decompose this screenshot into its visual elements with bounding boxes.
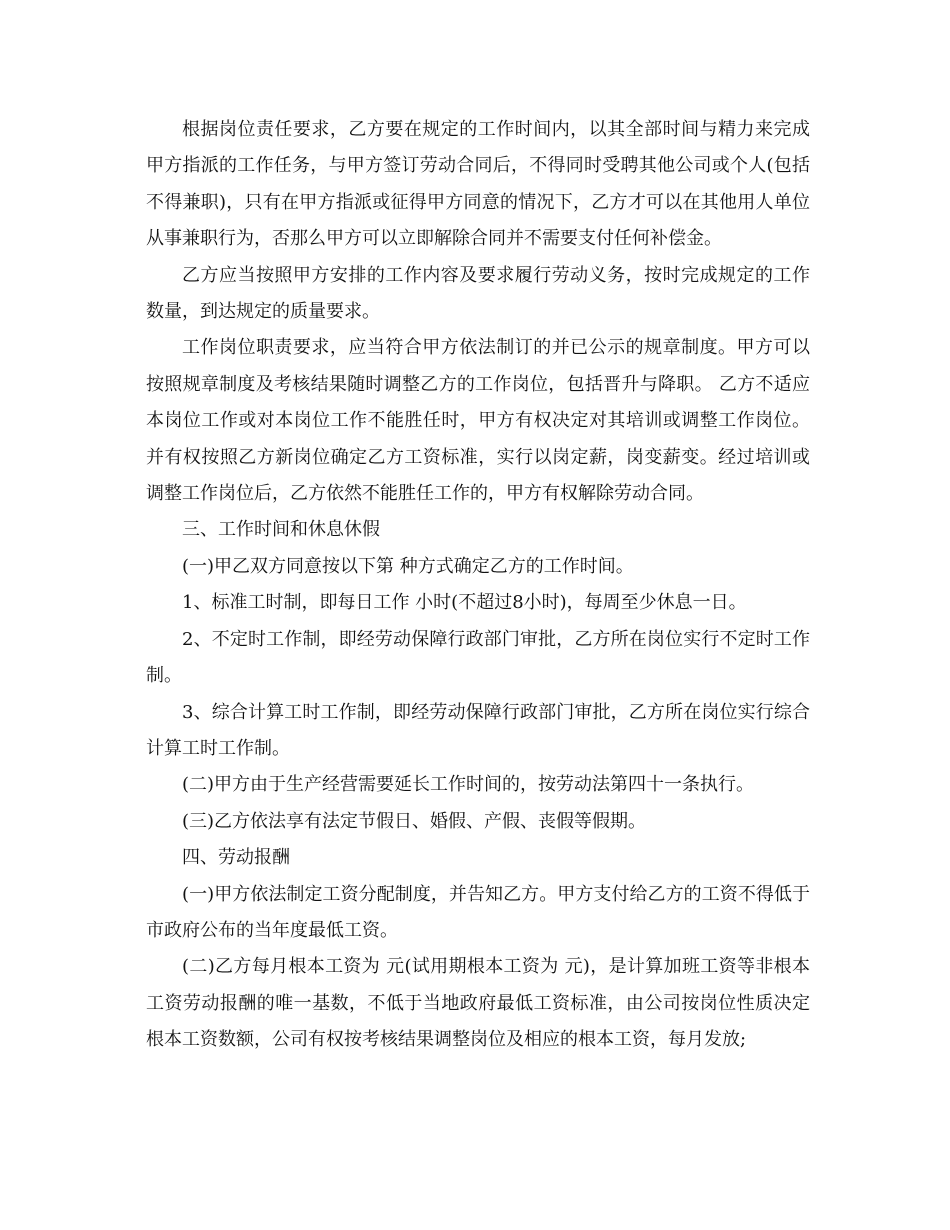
list-item-flexible-hours: 2、不定时工作制，即经劳动保障行政部门审批，乙方所在岗位实行不定时工作制。: [146, 628, 810, 687]
list-item-comprehensive-hours: 3、综合计算工时工作制，即经劳动保障行政部门审批，乙方所在岗位实行综合计算工时工作制。: [146, 701, 810, 759]
list-item-standard-hours: 1、标准工时制，即每日工作 小时(不超过8小时)，每周至少休息一日。: [182, 592, 747, 614]
paragraph-post-duties: 工作岗位职责要求，应当符合甲方依法制订的并已公示的规章制度。甲方可以按照规章制度及考核结果随时调整乙方的工作岗位，包括晋升与降职。 乙方不适应本岗位工作或对本岗位工作不能胜任时，甲方有权决定对其培训或调整工作岗位。并有权按照乙方新岗位确定乙方工资标准，实行以岗定薪，岗变薪变。经过培训或调整工作岗位后，乙方依然不能胜任工作的，甲方有权解除劳动合同。: [146, 337, 810, 505]
paragraph-holidays: (三)乙方依法享有法定节假日、婚假、产假、丧假等假期。: [182, 810, 647, 832]
document-page: [146, 112, 810, 1059]
paragraph-exclusive-duty: 根据岗位责任要求，乙方要在规定的工作时间内，以其全部时间与精力来完成甲方指派的工作任务，与甲方签订劳动合同后，不得同时受聘其他公司或个人(包括不得兼职)，只有在甲方指派或征得甲方同意的情况下，乙方才可以在其他用人单位从事兼职行为，否那么甲方可以立即解除合同并不需要支付任何补偿金。: [146, 119, 810, 250]
paragraph-base-wage: (二)乙方每月根本工资为 元(试用期根本工资为 元)，是计算加班工资等非根本工资劳动报酬的唯一基数，不低于当地政府最低工资标准，由公司按岗位性质决定根本工资数额，公司有权按考核结果调整岗位及相应的根本工资，每月发放;: [146, 956, 810, 1051]
section-heading-remuneration: 四、劳动报酬: [182, 847, 290, 869]
paragraph-work-obligations: 乙方应当按照甲方安排的工作内容及要求履行劳动义务，按时完成规定的工作数量，到达规定的质量要求。: [146, 264, 810, 323]
paragraph-wage-system: (一)甲方依法制定工资分配制度，并告知乙方。甲方支付给乙方的工资不得低于市政府公布的当年度最低工资。: [146, 883, 810, 941]
paragraph-hours-agreement: (一)甲乙双方同意按以下第 种方式确定乙方的工作时间。: [182, 555, 634, 577]
section-heading-working-hours: 三、工作时间和休息休假: [182, 519, 380, 541]
paragraph-overtime: (二)甲方由于生产经营需要延长工作时间的，按劳动法第四十一条执行。: [182, 774, 755, 796]
